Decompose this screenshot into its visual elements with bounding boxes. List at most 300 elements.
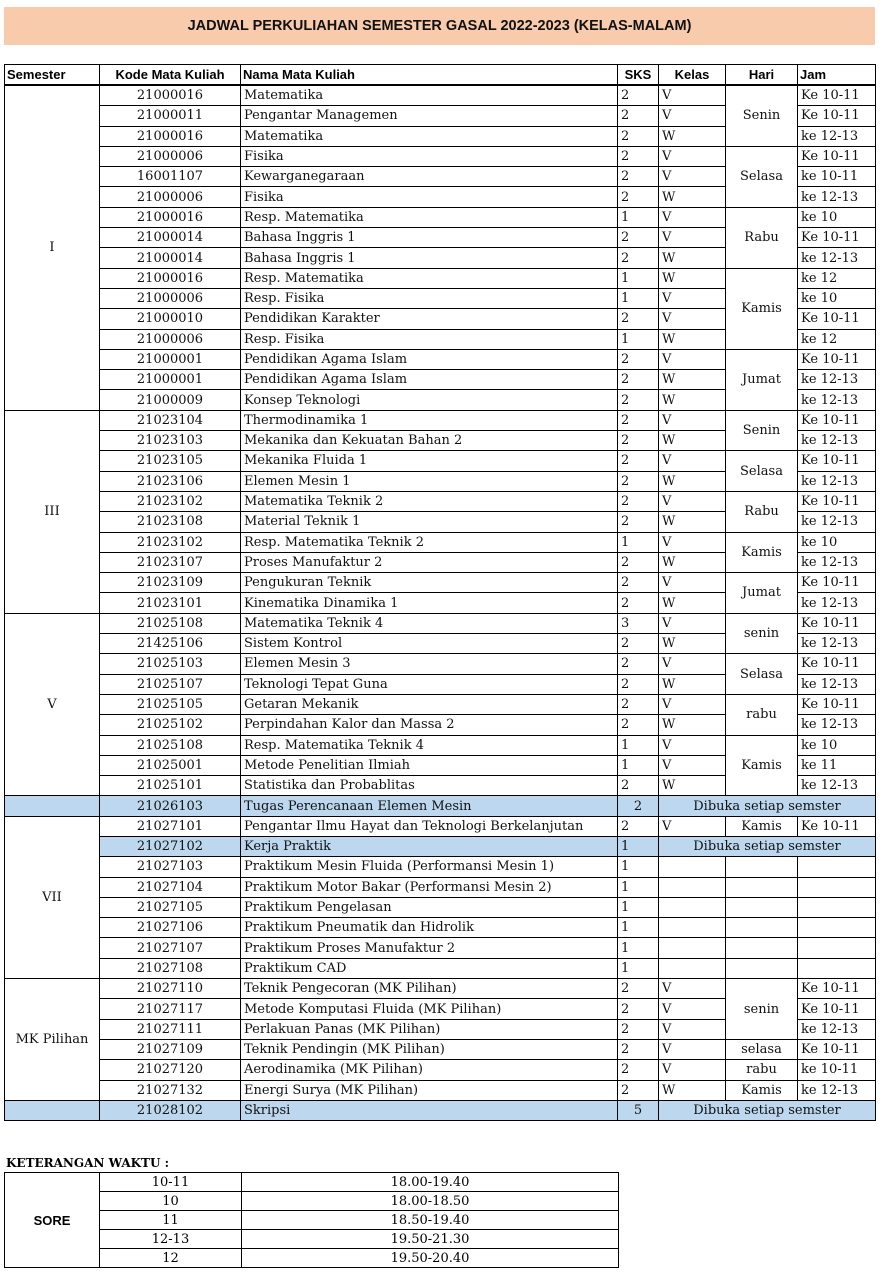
nama-cell: Praktikum Mesin Fluida (Performansi Mesin 1) xyxy=(241,857,618,877)
ke-cell: 10-11 xyxy=(100,1173,242,1192)
jam-cell: ke 12-13 xyxy=(798,390,876,410)
table-row xyxy=(5,85,876,106)
sks-cell: 1 xyxy=(618,268,659,288)
table-row xyxy=(5,410,876,430)
sks-cell: 2 xyxy=(618,146,659,166)
nama-cell: Kewarganegaraan xyxy=(241,167,618,187)
waktu-cell: 19.50-20.40 xyxy=(242,1249,619,1268)
kode-cell: 21000014 xyxy=(100,228,241,248)
sks-cell: 2 xyxy=(618,573,659,593)
jam-cell: Ke 10-11 xyxy=(798,146,876,166)
table-row xyxy=(5,451,876,471)
hari-cell: senin xyxy=(726,979,798,1040)
kelas-cell: W xyxy=(659,715,726,735)
nama-cell: Mekanika Fluida 1 xyxy=(241,451,618,471)
nama-cell: Kinematika Dinamika 1 xyxy=(241,593,618,613)
kode-cell: 21027117 xyxy=(100,999,241,1019)
nama-cell: Teknik Pendingin (MK Pilihan) xyxy=(241,1039,618,1059)
hari-cell: Rabu xyxy=(726,491,798,532)
kelas-cell: W xyxy=(659,471,726,491)
nama-cell: Resp. Matematika xyxy=(241,207,618,227)
kelas-cell: V xyxy=(659,309,726,329)
nama-cell: Bahasa Inggris 1 xyxy=(241,248,618,268)
sks-cell: 2 xyxy=(618,431,659,451)
kelas-cell: W xyxy=(659,268,726,288)
kelas-cell: W xyxy=(659,431,726,451)
kode-cell: 21000016 xyxy=(100,85,241,106)
nama-cell: Material Teknik 1 xyxy=(241,512,618,532)
kode-cell: 21000001 xyxy=(100,349,241,369)
time-legend-row xyxy=(5,1173,619,1192)
sks-cell: 1 xyxy=(618,329,659,349)
page-title: JADWAL PERKULIAHAN SEMESTER GASAL 2022-2023 (KELAS-MALAM) xyxy=(4,7,875,45)
nama-cell: Kerja Praktik xyxy=(241,836,618,856)
jam-cell: Ke 10-11 xyxy=(798,451,876,471)
jam-cell: ke 12-13 xyxy=(798,471,876,491)
nama-cell: Elemen Mesin 1 xyxy=(241,471,618,491)
hari-cell: Jumat xyxy=(726,573,798,614)
hari-cell: Rabu xyxy=(726,207,798,268)
sks-cell: 2 xyxy=(618,349,659,369)
kelas-cell: V xyxy=(659,816,726,836)
table-row xyxy=(5,836,876,856)
kode-cell: 21027132 xyxy=(100,1080,241,1100)
jam-cell: ke 12 xyxy=(798,329,876,349)
jam-cell: Ke 10-11 xyxy=(798,999,876,1019)
kelas-cell: V xyxy=(659,85,726,106)
semester-label: MK Pilihan xyxy=(5,979,100,1101)
table-row xyxy=(5,349,876,369)
semester-label: V xyxy=(5,613,100,796)
kelas-cell: W xyxy=(659,248,726,268)
jam-cell: Ke 10-11 xyxy=(798,228,876,248)
semester-cell xyxy=(5,796,100,816)
jam-cell: ke 12-13 xyxy=(798,187,876,207)
waktu-cell: 18.00-19.40 xyxy=(242,1173,619,1192)
jam-cell: Ke 10-11 xyxy=(798,349,876,369)
table-row xyxy=(5,532,876,552)
jam-cell xyxy=(798,918,876,938)
sks-cell: 2 xyxy=(618,999,659,1019)
hari-cell: Kamis xyxy=(726,268,798,349)
sks-cell: 1 xyxy=(618,836,659,856)
kelas-cell xyxy=(659,938,726,958)
table-row xyxy=(5,958,876,978)
jam-cell: Ke 10-11 xyxy=(798,816,876,836)
kelas-cell: W xyxy=(659,1080,726,1100)
kode-cell: 21027101 xyxy=(100,816,241,836)
jam-cell: Ke 10-11 xyxy=(798,309,876,329)
time-legend-body xyxy=(5,1173,619,1268)
kode-cell: 21000006 xyxy=(100,288,241,308)
hari-cell: Senin xyxy=(726,410,798,451)
sks-cell: 5 xyxy=(618,1100,659,1120)
kelas-cell: V xyxy=(659,979,726,999)
sks-cell: 1 xyxy=(618,207,659,227)
kelas-cell: V xyxy=(659,735,726,755)
kelas-cell: W xyxy=(659,593,726,613)
header-semester: Semester xyxy=(5,65,100,86)
nama-cell: Fisika xyxy=(241,187,618,207)
sks-cell: 2 xyxy=(618,390,659,410)
kelas-cell: W xyxy=(659,634,726,654)
nama-cell: Pendidikan Agama Islam xyxy=(241,370,618,390)
nama-cell: Praktikum Pengelasan xyxy=(241,897,618,917)
kode-cell: 21027110 xyxy=(100,979,241,999)
waktu-cell: 19.50-21.30 xyxy=(242,1230,619,1249)
nama-cell: Statistika dan Probablitas xyxy=(241,776,618,796)
special-row xyxy=(5,796,876,816)
jam-cell xyxy=(798,897,876,917)
kode-cell: 21000016 xyxy=(100,207,241,227)
nama-cell: Pengantar Managemen xyxy=(241,106,618,126)
kelas-cell: V xyxy=(659,654,726,674)
kode-cell: 21023108 xyxy=(100,512,241,532)
jam-cell: Ke 10-11 xyxy=(798,1039,876,1059)
jam-cell: ke 12-13 xyxy=(798,431,876,451)
sks-cell: 2 xyxy=(618,451,659,471)
sks-cell: 2 xyxy=(618,1039,659,1059)
nama-cell: Proses Manufaktur 2 xyxy=(241,552,618,572)
hari-cell: Kamis xyxy=(726,532,798,573)
jam-cell: ke 11 xyxy=(798,755,876,775)
jam-cell: Ke 10-11 xyxy=(798,85,876,106)
kode-cell: 21023106 xyxy=(100,471,241,491)
kelas-cell: V xyxy=(659,207,726,227)
kode-cell: 21025105 xyxy=(100,694,241,714)
kode-cell: 21025108 xyxy=(100,735,241,755)
table-row xyxy=(5,1039,876,1059)
kode-cell: 21025102 xyxy=(100,715,241,735)
nama-cell: Energi Surya (MK Pilihan) xyxy=(241,1080,618,1100)
header-hari: Hari xyxy=(726,65,798,86)
kelas-cell xyxy=(659,897,726,917)
sks-cell: 2 xyxy=(618,248,659,268)
sks-cell: 2 xyxy=(618,167,659,187)
hari-cell: selasa xyxy=(726,1039,798,1059)
sks-cell: 2 xyxy=(618,309,659,329)
sks-cell: 1 xyxy=(618,532,659,552)
kode-cell: 21025103 xyxy=(100,654,241,674)
nama-cell: Bahasa Inggris 1 xyxy=(241,228,618,248)
jam-cell: ke 12-13 xyxy=(798,126,876,146)
hari-cell xyxy=(726,897,798,917)
nama-cell: Matematika Teknik 2 xyxy=(241,491,618,511)
sks-cell: 3 xyxy=(618,613,659,633)
kelas-cell: V xyxy=(659,573,726,593)
jam-cell: Ke 10-11 xyxy=(798,979,876,999)
kode-cell: 21027105 xyxy=(100,897,241,917)
kode-cell: 21023102 xyxy=(100,491,241,511)
kelas-cell: W xyxy=(659,329,726,349)
jam-cell: Ke 10-11 xyxy=(798,410,876,430)
kelas-cell: V xyxy=(659,146,726,166)
table-row xyxy=(5,857,876,877)
sks-cell: 2 xyxy=(618,1019,659,1039)
hari-cell: Selasa xyxy=(726,654,798,695)
hari-cell: rabu xyxy=(726,1060,798,1080)
kelas-cell: V xyxy=(659,228,726,248)
sks-cell: 2 xyxy=(618,85,659,106)
nama-cell: Aerodinamika (MK Pilihan) xyxy=(241,1060,618,1080)
table-row xyxy=(5,654,876,674)
nama-cell: Tugas Perencanaan Elemen Mesin xyxy=(241,796,618,816)
sks-cell: 1 xyxy=(618,877,659,897)
kode-cell: 21027104 xyxy=(100,877,241,897)
kode-cell: 21027106 xyxy=(100,918,241,938)
sks-cell: 1 xyxy=(618,958,659,978)
hari-cell: Jumat xyxy=(726,349,798,410)
kode-cell: 21027120 xyxy=(100,1060,241,1080)
table-row xyxy=(5,979,876,999)
table-row xyxy=(5,268,876,288)
nama-cell: Perpindahan Kalor dan Massa 2 xyxy=(241,715,618,735)
kelas-cell xyxy=(659,857,726,877)
kode-cell: 21000016 xyxy=(100,268,241,288)
ke-cell: 12-13 xyxy=(100,1230,242,1249)
kode-cell: 21027103 xyxy=(100,857,241,877)
sks-cell: 2 xyxy=(618,776,659,796)
sks-cell: 1 xyxy=(618,918,659,938)
hari-cell: senin xyxy=(726,613,798,654)
ke-cell: 10 xyxy=(100,1192,242,1211)
sks-cell: 2 xyxy=(618,552,659,572)
kode-cell: 21028102 xyxy=(100,1100,241,1120)
kelas-cell: V xyxy=(659,755,726,775)
nama-cell: Matematika xyxy=(241,85,618,106)
sks-cell: 1 xyxy=(618,735,659,755)
sks-cell: 2 xyxy=(618,1080,659,1100)
jam-cell: Ke 10-11 xyxy=(798,694,876,714)
special-row xyxy=(5,1100,876,1120)
nama-cell: Resp. Matematika xyxy=(241,268,618,288)
table-row xyxy=(5,694,876,714)
kode-cell: 21025107 xyxy=(100,674,241,694)
kelas-cell: W xyxy=(659,674,726,694)
hari-cell xyxy=(726,958,798,978)
kelas-cell: W xyxy=(659,552,726,572)
kelas-cell: V xyxy=(659,613,726,633)
sks-cell: 2 xyxy=(618,816,659,836)
kelas-cell: V xyxy=(659,167,726,187)
nama-cell: Praktikum Pneumatik dan Hidrolik xyxy=(241,918,618,938)
jam-cell: ke 10-11 xyxy=(798,167,876,187)
header-nama: Nama Mata Kuliah xyxy=(241,65,618,86)
sks-cell: 1 xyxy=(618,755,659,775)
kelas-cell: V xyxy=(659,491,726,511)
hari-cell: rabu xyxy=(726,694,798,735)
table-row xyxy=(5,491,876,511)
sks-cell: 2 xyxy=(618,228,659,248)
jam-cell: ke 10-11 xyxy=(798,1060,876,1080)
waktu-cell: 18.50-19.40 xyxy=(242,1211,619,1230)
nama-cell: Fisika xyxy=(241,146,618,166)
header-kode: Kode Mata Kuliah xyxy=(100,65,241,86)
table-row xyxy=(5,938,876,958)
nama-cell: Sistem Kontrol xyxy=(241,634,618,654)
sks-cell: 2 xyxy=(618,715,659,735)
schedule-table xyxy=(4,64,876,1121)
semester-label: I xyxy=(5,85,100,410)
kelas-cell: V xyxy=(659,410,726,430)
ke-cell: 11 xyxy=(100,1211,242,1230)
keterangan-title: KETERANGAN WAKTU : xyxy=(6,1156,170,1170)
kelas-cell: W xyxy=(659,126,726,146)
kelas-cell: V xyxy=(659,106,726,126)
kelas-cell: W xyxy=(659,370,726,390)
nama-cell: Resp. Matematika Teknik 4 xyxy=(241,735,618,755)
kode-cell: 21023109 xyxy=(100,573,241,593)
jam-cell: Ke 10-11 xyxy=(798,654,876,674)
kode-cell: 21027108 xyxy=(100,958,241,978)
kode-cell: 21027111 xyxy=(100,1019,241,1039)
kelas-cell: V xyxy=(659,349,726,369)
table-header-row xyxy=(5,65,876,86)
kode-cell: 21000016 xyxy=(100,126,241,146)
table-row xyxy=(5,1060,876,1080)
kode-cell: 21023103 xyxy=(100,431,241,451)
nama-cell: Elemen Mesin 3 xyxy=(241,654,618,674)
kelas-cell: V xyxy=(659,532,726,552)
nama-cell: Thermodinamika 1 xyxy=(241,410,618,430)
semester-label: VII xyxy=(5,816,100,978)
sks-cell: 2 xyxy=(618,471,659,491)
nama-cell: Perlakuan Panas (MK Pilihan) xyxy=(241,1019,618,1039)
nama-cell: Praktikum Motor Bakar (Performansi Mesin 2) xyxy=(241,877,618,897)
kelas-cell: W xyxy=(659,187,726,207)
jam-cell: Ke 10-11 xyxy=(798,491,876,511)
kelas-cell xyxy=(659,958,726,978)
hari-cell xyxy=(726,938,798,958)
hari-cell: Selasa xyxy=(726,146,798,207)
kode-cell: 21023105 xyxy=(100,451,241,471)
nama-cell: Matematika Teknik 4 xyxy=(241,613,618,633)
kode-cell: 21000009 xyxy=(100,390,241,410)
jam-cell: Ke 10-11 xyxy=(798,613,876,633)
sks-cell: 2 xyxy=(618,410,659,430)
kode-cell: 21023101 xyxy=(100,593,241,613)
sks-cell: 2 xyxy=(618,106,659,126)
header-kelas: Kelas xyxy=(659,65,726,86)
kode-cell: 21000001 xyxy=(100,370,241,390)
jam-cell xyxy=(798,938,876,958)
table-row xyxy=(5,897,876,917)
jam-cell: ke 12-13 xyxy=(798,776,876,796)
sks-cell: 2 xyxy=(618,694,659,714)
kelas-cell: V xyxy=(659,451,726,471)
kode-cell: 21000006 xyxy=(100,146,241,166)
kode-cell: 21026103 xyxy=(100,796,241,816)
kode-cell: 21023104 xyxy=(100,410,241,430)
nama-cell: Resp. Fisika xyxy=(241,288,618,308)
jam-cell: ke 12-13 xyxy=(798,1019,876,1039)
hari-cell: Kamis xyxy=(726,1080,798,1100)
kode-cell: 21025001 xyxy=(100,755,241,775)
kelas-cell: W xyxy=(659,776,726,796)
kelas-cell: V xyxy=(659,1039,726,1059)
nama-cell: Metode Komputasi Fluida (MK Pilihan) xyxy=(241,999,618,1019)
waktu-cell: 18.00-18.50 xyxy=(242,1192,619,1211)
sks-cell: 2 xyxy=(618,654,659,674)
note-cell: Dibuka setiap semster xyxy=(659,836,876,856)
ke-cell: 12 xyxy=(100,1249,242,1268)
kelas-cell: W xyxy=(659,390,726,410)
hari-cell xyxy=(726,918,798,938)
sks-cell: 2 xyxy=(618,370,659,390)
schedule-body xyxy=(5,85,876,1121)
sks-cell: 2 xyxy=(618,126,659,146)
nama-cell: Pengantar Ilmu Hayat dan Teknologi Berkelanjutan xyxy=(241,816,618,836)
table-row xyxy=(5,735,876,755)
nama-cell: Resp. Matematika Teknik 2 xyxy=(241,532,618,552)
nama-cell: Metode Penelitian Ilmiah xyxy=(241,755,618,775)
table-row xyxy=(5,816,876,836)
sks-cell: 2 xyxy=(618,634,659,654)
kelas-cell: V xyxy=(659,999,726,1019)
table-row xyxy=(5,613,876,633)
jam-cell: ke 12-13 xyxy=(798,1080,876,1100)
jam-cell: ke 12-13 xyxy=(798,674,876,694)
kelas-cell xyxy=(659,918,726,938)
jam-cell: ke 12-13 xyxy=(798,512,876,532)
semester-cell xyxy=(5,1100,100,1120)
jam-cell xyxy=(798,958,876,978)
kelas-cell: W xyxy=(659,512,726,532)
sks-cell: 2 xyxy=(618,593,659,613)
jam-cell: ke 10 xyxy=(798,288,876,308)
kode-cell: 21027102 xyxy=(100,836,241,856)
nama-cell: Teknologi Tepat Guna xyxy=(241,674,618,694)
nama-cell: Praktikum CAD xyxy=(241,958,618,978)
semester-label: III xyxy=(5,410,100,613)
nama-cell: Pendidikan Agama Islam xyxy=(241,349,618,369)
kode-cell: 21000011 xyxy=(100,106,241,126)
jam-cell: ke 12-13 xyxy=(798,593,876,613)
jam-cell: ke 12-13 xyxy=(798,552,876,572)
hari-cell: Senin xyxy=(726,85,798,146)
kode-cell: 21027107 xyxy=(100,938,241,958)
sks-cell: 2 xyxy=(618,1060,659,1080)
table-row xyxy=(5,573,876,593)
kode-cell: 21023102 xyxy=(100,532,241,552)
kelas-cell xyxy=(659,877,726,897)
nama-cell: Resp. Fisika xyxy=(241,329,618,349)
hari-cell: Kamis xyxy=(726,735,798,796)
kelas-cell: V xyxy=(659,288,726,308)
table-row xyxy=(5,918,876,938)
jam-cell: ke 12-13 xyxy=(798,248,876,268)
jam-cell: ke 12-13 xyxy=(798,715,876,735)
kelas-cell: V xyxy=(659,694,726,714)
jam-cell xyxy=(798,857,876,877)
sks-cell: 2 xyxy=(618,979,659,999)
sks-cell: 2 xyxy=(618,674,659,694)
table-row xyxy=(5,877,876,897)
jam-cell: ke 12-13 xyxy=(798,634,876,654)
jam-cell: Ke 10-11 xyxy=(798,106,876,126)
kode-cell: 21027109 xyxy=(100,1039,241,1059)
hari-cell: Kamis xyxy=(726,816,798,836)
kode-cell: 21000014 xyxy=(100,248,241,268)
kode-cell: 21025108 xyxy=(100,613,241,633)
nama-cell: Praktikum Proses Manufaktur 2 xyxy=(241,938,618,958)
sks-cell: 2 xyxy=(618,796,659,816)
nama-cell: Mekanika dan Kekuatan Bahan 2 xyxy=(241,431,618,451)
nama-cell: Getaran Mekanik xyxy=(241,694,618,714)
kode-cell: 21000010 xyxy=(100,309,241,329)
header-jam: Jam xyxy=(798,65,876,86)
sks-cell: 2 xyxy=(618,512,659,532)
